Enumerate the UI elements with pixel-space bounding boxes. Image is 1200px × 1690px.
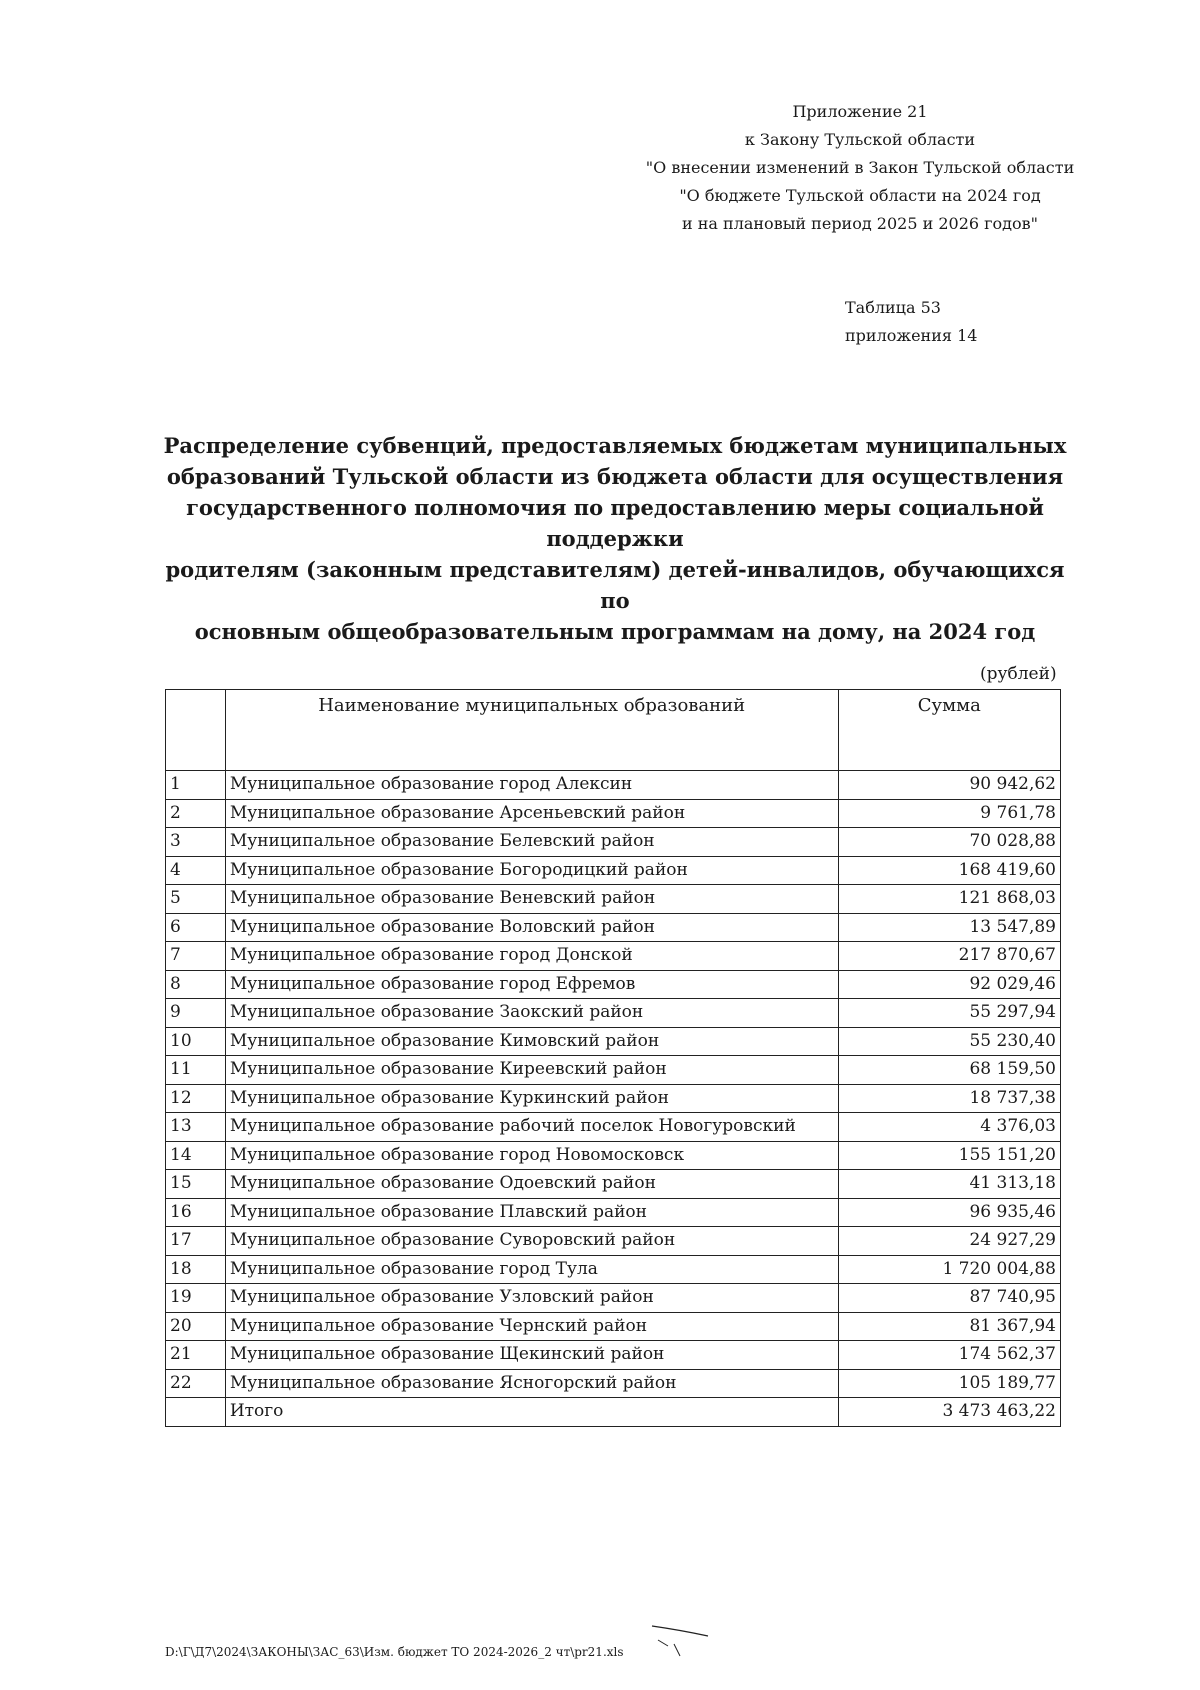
table-row [166, 885, 1061, 914]
row-sum: 9 761,78 [838, 799, 1060, 828]
row-number: 20 [166, 1312, 226, 1341]
row-number: 21 [166, 1341, 226, 1370]
row-number: 10 [166, 1027, 226, 1056]
title-line-5: основным общеобразовательным программам на дому, на 2024 год [194, 619, 1036, 644]
row-number: 22 [166, 1369, 226, 1398]
row-sum: 41 313,18 [838, 1170, 1060, 1199]
row-sum: 1 720 004,88 [838, 1255, 1060, 1284]
row-name: Муниципальное образование город Новомосковск [225, 1141, 838, 1170]
row-name: Муниципальное образование Куркинский район [225, 1084, 838, 1113]
row-sum: 18 737,38 [838, 1084, 1060, 1113]
row-sum: 55 297,94 [838, 999, 1060, 1028]
row-number: 16 [166, 1198, 226, 1227]
table-row [166, 1227, 1061, 1256]
row-sum: 96 935,46 [838, 1198, 1060, 1227]
row-number: 1 [166, 771, 226, 800]
row-name: Муниципальное образование Заокский район [225, 999, 838, 1028]
row-name: Муниципальное образование Ясногорский район [225, 1369, 838, 1398]
row-name: Муниципальное образование Чернский район [225, 1312, 838, 1341]
table-row [166, 1056, 1061, 1085]
document-title [150, 430, 1080, 647]
header-sum: Сумма [838, 690, 1060, 771]
total-label: Итого [225, 1398, 838, 1427]
pen-stroke-mark [650, 1622, 710, 1662]
table-row [166, 1027, 1061, 1056]
row-sum: 87 740,95 [838, 1284, 1060, 1313]
table-row [166, 1084, 1061, 1113]
table-header-row [166, 690, 1061, 771]
table-row [166, 1312, 1061, 1341]
table-row [166, 999, 1061, 1028]
row-number: 7 [166, 942, 226, 971]
table-ref-line-1: Таблица 53 [845, 298, 941, 317]
row-number: 5 [166, 885, 226, 914]
row-number: 13 [166, 1113, 226, 1142]
row-sum: 90 942,62 [838, 771, 1060, 800]
row-sum: 81 367,94 [838, 1312, 1060, 1341]
row-name: Муниципальное образование город Алексин [225, 771, 838, 800]
row-sum: 105 189,77 [838, 1369, 1060, 1398]
title-line-3: государственного полномочия по предоставлению меры социальной поддержки [186, 495, 1044, 551]
row-number: 18 [166, 1255, 226, 1284]
row-sum: 55 230,40 [838, 1027, 1060, 1056]
row-name: Муниципальное образование Киреевский район [225, 1056, 838, 1085]
row-name: Муниципальное образование Узловский район [225, 1284, 838, 1313]
row-number: 17 [166, 1227, 226, 1256]
table-row [166, 942, 1061, 971]
title-line-1: Распределение субвенций, предоставляемых бюджетам муниципальных [163, 433, 1067, 458]
table-row [166, 1255, 1061, 1284]
table-ref-line-2: приложения 14 [845, 326, 978, 345]
table-row [166, 1341, 1061, 1370]
row-sum: 155 151,20 [838, 1141, 1060, 1170]
table-row [166, 856, 1061, 885]
row-sum: 13 547,89 [838, 913, 1060, 942]
total-sum: 3 473 463,22 [838, 1398, 1060, 1427]
appendix-line-1: Приложение 21 [792, 102, 928, 121]
row-number: 15 [166, 1170, 226, 1199]
title-line-2: образований Тульской области из бюджета области для осуществления [166, 464, 1064, 489]
appendix-line-3: "О внесении изменений в Закон Тульской области [645, 158, 1075, 177]
row-name: Муниципальное образование город Донской [225, 942, 838, 971]
row-name: Муниципальное образование рабочий поселок Новогуровский [225, 1113, 838, 1142]
row-sum: 4 376,03 [838, 1113, 1060, 1142]
row-name: Муниципальное образование Щекинский район [225, 1341, 838, 1370]
appendix-line-5: и на плановый период 2025 и 2026 годов" [681, 214, 1039, 233]
row-name: Муниципальное образование Веневский район [225, 885, 838, 914]
row-number: 11 [166, 1056, 226, 1085]
row-number: 9 [166, 999, 226, 1028]
row-number: 14 [166, 1141, 226, 1170]
table-row [166, 1141, 1061, 1170]
row-name: Муниципальное образование Богородицкий район [225, 856, 838, 885]
row-sum: 168 419,60 [838, 856, 1060, 885]
row-sum: 121 868,03 [838, 885, 1060, 914]
table-row [166, 970, 1061, 999]
row-number: 3 [166, 828, 226, 857]
header-number [166, 690, 226, 771]
row-number: 8 [166, 970, 226, 999]
row-sum: 24 927,29 [838, 1227, 1060, 1256]
row-sum: 68 159,50 [838, 1056, 1060, 1085]
row-name: Муниципальное образование Суворовский район [225, 1227, 838, 1256]
table-row [166, 828, 1061, 857]
row-name: Муниципальное образование Одоевский район [225, 1170, 838, 1199]
row-number: 19 [166, 1284, 226, 1313]
units-label: (рублей) [980, 664, 1057, 684]
distribution-table [165, 689, 1061, 1427]
row-number: 6 [166, 913, 226, 942]
row-number: 2 [166, 799, 226, 828]
table-row [166, 799, 1061, 828]
row-number: 12 [166, 1084, 226, 1113]
row-name: Муниципальное образование Белевский район [225, 828, 838, 857]
total-row [166, 1398, 1061, 1427]
appendix-line-2: к Закону Тульской области [744, 130, 976, 149]
appendix-line-4: "О бюджете Тульской области на 2024 год [679, 186, 1041, 205]
title-line-4: родителям (законным представителям) детей-инвалидов, обучающихся по [165, 557, 1065, 613]
table-reference [845, 294, 977, 350]
row-name: Муниципальное образование Воловский район [225, 913, 838, 942]
appendix-header [640, 98, 1080, 238]
table-row [166, 913, 1061, 942]
row-sum: 70 028,88 [838, 828, 1060, 857]
row-name: Муниципальное образование Арсеньевский район [225, 799, 838, 828]
table-row [166, 771, 1061, 800]
row-name: Муниципальное образование город Ефремов [225, 970, 838, 999]
row-name: Муниципальное образование Кимовский район [225, 1027, 838, 1056]
row-number: 4 [166, 856, 226, 885]
table-row [166, 1198, 1061, 1227]
table-row [166, 1284, 1061, 1313]
header-name: Наименование муниципальных образований [225, 690, 838, 771]
table-row [166, 1369, 1061, 1398]
row-sum: 174 562,37 [838, 1341, 1060, 1370]
row-sum: 217 870,67 [838, 942, 1060, 971]
table-row [166, 1170, 1061, 1199]
row-name: Муниципальное образование город Тула [225, 1255, 838, 1284]
total-number [166, 1398, 226, 1427]
file-path-footer: D:\Г\Д7\2024\ЗАКОНЫ\ЗАС_63\Изм. бюджет ТО 2024-2026_2 чт\pr21.xls [165, 1645, 624, 1659]
row-name: Муниципальное образование Плавский район [225, 1198, 838, 1227]
table-row [166, 1113, 1061, 1142]
row-sum: 92 029,46 [838, 970, 1060, 999]
